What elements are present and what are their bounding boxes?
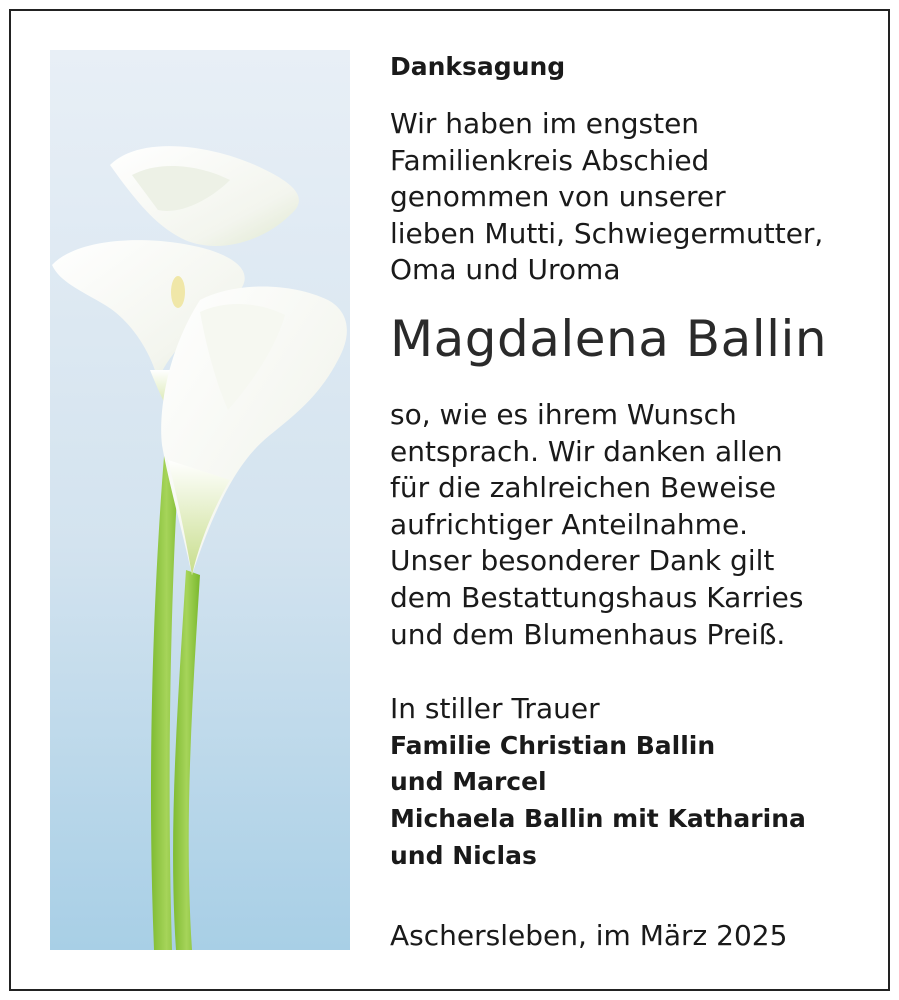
location-date: Aschersleben, im März 2025: [390, 919, 788, 953]
intro-line: genommen von unserer: [390, 180, 726, 214]
family-signatures: [390, 728, 860, 874]
body-line: dem Bestattungshaus Karries: [390, 580, 804, 614]
calla-lily-photo: [50, 50, 350, 950]
calla-lily-illustration: [50, 50, 350, 950]
body-line: aufrichtiger Anteilnahme.: [390, 507, 749, 541]
notice-text: [390, 48, 860, 955]
mourning-intro: In stiller Trauer: [390, 692, 600, 726]
family-line: und Niclas: [390, 840, 537, 870]
family-line: Michaela Ballin mit Katharina: [390, 803, 806, 833]
notice-heading: Danksagung: [390, 52, 566, 81]
deceased-name: Magdalena Ballin: [390, 309, 828, 368]
body-line: entsprach. Wir danken allen: [390, 434, 783, 468]
family-line: Familie Christian Ballin: [390, 730, 716, 760]
body-line: Unser besonderer Dank gilt: [390, 544, 775, 578]
thanks-paragraph: [390, 397, 860, 653]
body-line: so, wie es ihrem Wunsch: [390, 397, 737, 431]
intro-line: Wir haben im engsten: [390, 107, 700, 140]
intro-paragraph: [390, 106, 860, 289]
family-line: und Marcel: [390, 767, 547, 797]
intro-line: lieben Mutti, Schwiegermutter,: [390, 216, 824, 250]
body-line: für die zahlreichen Beweise: [390, 471, 777, 505]
intro-line: Oma und Uroma: [390, 253, 621, 287]
body-line: und dem Blumenhaus Preiß.: [390, 617, 786, 651]
intro-line: Familienkreis Abschied: [390, 143, 710, 177]
